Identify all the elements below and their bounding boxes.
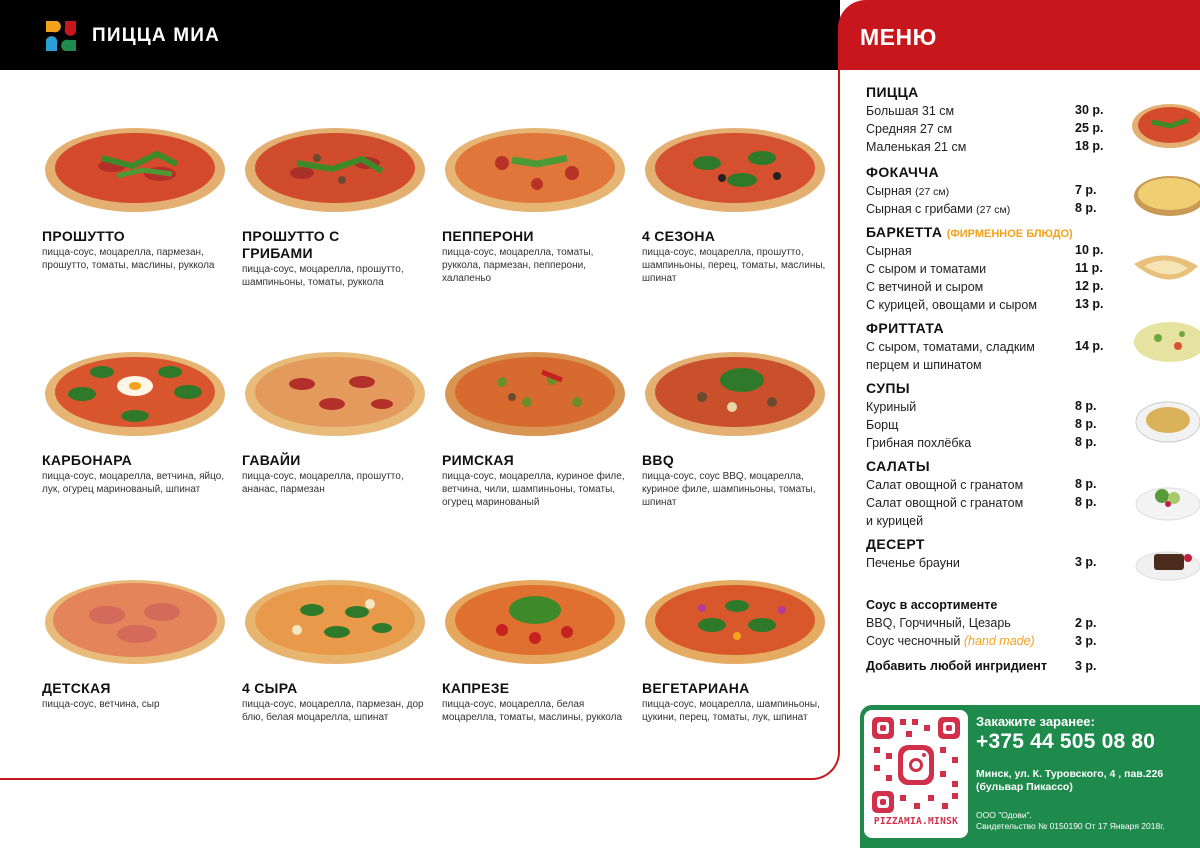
menu-price: 8 р. bbox=[1075, 417, 1097, 431]
order-legal bbox=[976, 810, 1196, 832]
section-title-soups: СУПЫ bbox=[866, 380, 911, 396]
menu-item: С сыром, томатами, сладким bbox=[866, 340, 1035, 354]
soup-thumb bbox=[1130, 394, 1200, 446]
menu-item: Салат овощной с гранатом bbox=[866, 496, 1024, 510]
pizza-name: BBQ bbox=[642, 452, 675, 468]
pizza-desc: пицца-соус, ветчина, сыр bbox=[42, 699, 160, 710]
pizza-desc: пицца-соус, моцарелла, томаты, руккола, пармезан, пепперони, халапеньо bbox=[442, 247, 594, 284]
pizza-image bbox=[242, 118, 428, 218]
legal-certificate: Свидетельство № 0150190 От 17 Января 2018г. bbox=[976, 821, 1165, 831]
qr-caption: PIZZAMIA.MINSK bbox=[873, 816, 959, 827]
pizza-name: ГАВАЙИ bbox=[242, 452, 301, 468]
pizza-name: ПРОШУТТО С ГРИБАМИ bbox=[242, 228, 340, 261]
menu-price: 14 р. bbox=[1075, 339, 1104, 353]
menu-item: Салат овощной с гранатом bbox=[866, 478, 1024, 492]
pizza-desc: пицца-соус, моцарелла, куриное филе, ветчина, чили, шампиньоны, томаты, огурец маринованый bbox=[442, 471, 625, 508]
section-title-pizza: ПИЦЦА bbox=[866, 84, 919, 100]
order-address: Минск, ул. К. Туровского, 4 , пав.226 (бульвар Пикассо) bbox=[976, 768, 1164, 793]
menu-price: 12 р. bbox=[1075, 279, 1104, 293]
focaccia-thumb bbox=[1130, 168, 1200, 220]
pizza-image bbox=[442, 342, 628, 442]
menu-item: Маленькая 21 см bbox=[866, 140, 967, 154]
pizza-image bbox=[442, 570, 628, 670]
menu-price: 3 р. bbox=[1075, 555, 1097, 569]
salad-thumb bbox=[1130, 472, 1200, 524]
menu-item: Сырная с грибами (27 см) bbox=[866, 202, 1011, 216]
menu-header bbox=[838, 0, 1200, 70]
pizza-desc: пицца-соус, моцарелла, ветчина, яйцо, лук, огурец маринованый, шпинат bbox=[42, 471, 225, 495]
legal-company: ООО "Одови". bbox=[976, 810, 1032, 820]
menu-price: 7 р. bbox=[1075, 183, 1097, 197]
sauce-line: Соус чесночный (hand made) bbox=[866, 634, 1035, 648]
pizza-desc: пицца-соус, моцарелла, прошутто, шампиньоны, томаты, руккола bbox=[242, 264, 404, 288]
menu-item: и курицей bbox=[866, 514, 924, 528]
menu-price: 8 р. bbox=[1075, 201, 1097, 215]
pizza-desc: пицца-соус, моцарелла, пармезан, прошутто, томаты, маслины, руккола bbox=[42, 247, 215, 271]
logo-icon bbox=[42, 17, 80, 55]
menu-price: 8 р. bbox=[1075, 399, 1097, 413]
menu-price: 2 р. bbox=[1075, 616, 1097, 630]
frittata-thumb bbox=[1130, 316, 1200, 368]
pizza-image bbox=[42, 570, 228, 670]
menu-title: МЕНЮ bbox=[860, 24, 937, 50]
menu-item: перцем и шпинатом bbox=[866, 358, 982, 372]
menu-price: 18 р. bbox=[1075, 139, 1104, 153]
pizza-image bbox=[242, 342, 428, 442]
menu-item: С сыром и томатами bbox=[866, 262, 987, 276]
menu-item: Печенье брауни bbox=[866, 556, 960, 570]
barketta-thumb bbox=[1130, 244, 1200, 296]
sauces-title: Соус в ассортименте bbox=[866, 598, 998, 612]
pizza-desc: пицца-соус, моцарелла, прошутто, ананас, пармезан bbox=[242, 471, 404, 495]
menu-price: 3 р. bbox=[1075, 659, 1097, 673]
menu-price: 8 р. bbox=[1075, 435, 1097, 449]
pizza-name: 4 СЕЗОНА bbox=[642, 228, 716, 244]
pizza-image bbox=[42, 118, 228, 218]
order-title: Закажите заранее: bbox=[976, 714, 1095, 729]
pizza-name: ДЕТСКАЯ bbox=[42, 680, 111, 696]
qr-card bbox=[864, 710, 968, 838]
sauce-line: BBQ, Горчичный, Цезарь bbox=[866, 616, 1011, 630]
pizza-name: КАРБОНАРА bbox=[42, 452, 133, 468]
menu-item: Сырная (27 см) bbox=[866, 184, 950, 198]
menu-price: 13 р. bbox=[1075, 297, 1104, 311]
pizza-desc: пицца-соус, моцарелла, прошутто, шампиньоны, перец, томаты, маслины, шпинат bbox=[642, 247, 826, 284]
qr-code-icon[interactable] bbox=[870, 715, 962, 815]
pizza-image bbox=[642, 118, 828, 218]
menu-price: 8 р. bbox=[1075, 477, 1097, 491]
menu-price: 3 р. bbox=[1075, 634, 1097, 648]
pizza-image bbox=[242, 570, 428, 670]
menu-item: Куриный bbox=[866, 400, 917, 414]
pizza-image bbox=[642, 570, 828, 670]
menu-price: 8 р. bbox=[1075, 495, 1097, 509]
add-ingredient: Добавить любой ингридиент bbox=[866, 659, 1047, 673]
menu-item: Большая 31 см bbox=[866, 104, 955, 118]
menu-item: Грибная похлёбка bbox=[866, 436, 972, 450]
menu-item: Борщ bbox=[866, 418, 899, 432]
order-phone[interactable]: +375 44 505 08 80 bbox=[976, 730, 1156, 753]
menu-item: Средняя 27 см bbox=[866, 122, 953, 136]
section-title-focaccia: ФОКАЧЧА bbox=[866, 164, 940, 180]
pizza-desc: пицца-соус, моцарелла, пармезан, дор блю, белая моцарелла, шпинат bbox=[242, 699, 424, 723]
menu-item: С курицей, овощами и сыром bbox=[866, 298, 1037, 312]
top-bar bbox=[0, 0, 840, 70]
section-title-dessert: ДЕСЕРТ bbox=[866, 536, 925, 552]
menu-price: 25 р. bbox=[1075, 121, 1104, 135]
section-title-frittata: ФРИТТАТА bbox=[866, 320, 944, 336]
menu-price: 11 р. bbox=[1075, 261, 1103, 275]
menu-price: 30 р. bbox=[1075, 103, 1104, 117]
pizza-name: РИМСКАЯ bbox=[442, 452, 514, 468]
pizza-thumb bbox=[1130, 98, 1200, 150]
dessert-thumb bbox=[1130, 536, 1200, 588]
pizza-name: 4 СЫРА bbox=[242, 680, 298, 696]
pizza-name: КАПРЕЗЕ bbox=[442, 680, 510, 696]
section-title-barketta: БАРКЕТТА (ФИРМЕННОЕ БЛЮДО) bbox=[866, 224, 1073, 240]
pizza-name: ВЕГЕТАРИАНА bbox=[642, 680, 750, 696]
pizza-desc: пицца-соус, моцарелла, шампиньоны, цукини, перец, томаты, лук, шпинат bbox=[642, 699, 820, 723]
pizza-image bbox=[642, 342, 828, 442]
brand-name: ПИЦЦА МИА bbox=[92, 25, 221, 46]
pizza-name: ПЕППЕРОНИ bbox=[442, 228, 534, 244]
pizza-desc: пицца-соус, соус BBQ, моцарелла, куриное филе, шампиньоны, томаты, шпинат bbox=[642, 471, 816, 508]
menu-price: 10 р. bbox=[1075, 243, 1104, 257]
pizza-desc: пицца-соус, моцарелла, белая моцарелла, томаты, маслины, руккола bbox=[442, 699, 623, 723]
menu-item: Сырная bbox=[866, 244, 912, 258]
section-title-salads: САЛАТЫ bbox=[866, 458, 930, 474]
pizza-image bbox=[42, 342, 228, 442]
menu-item: С ветчиной и сыром bbox=[866, 280, 984, 294]
pizza-image bbox=[442, 118, 628, 218]
pizza-name: ПРОШУТТО bbox=[42, 228, 125, 244]
